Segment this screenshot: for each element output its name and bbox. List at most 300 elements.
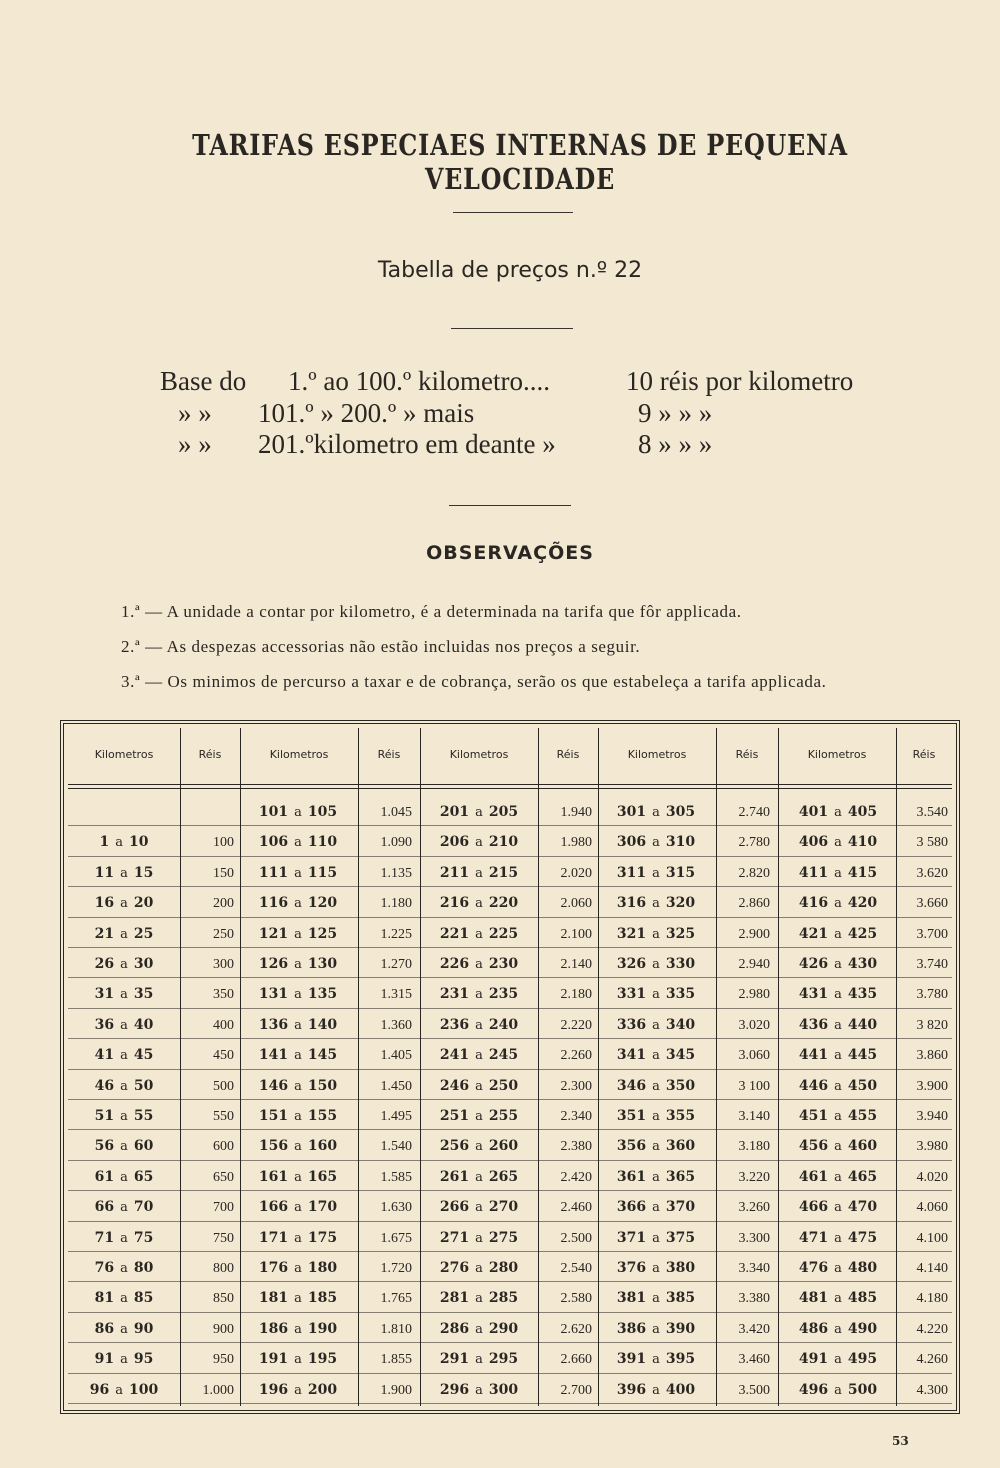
- km-range: [68, 1108, 180, 1124]
- km-connector: a: [115, 835, 124, 851]
- km-to: 370: [665, 1199, 696, 1216]
- km-connector: a: [120, 1261, 128, 1276]
- km-connector: a: [475, 1200, 483, 1216]
- km-connector: a: [294, 1078, 302, 1094]
- reis-value: 4.260: [916, 1352, 948, 1368]
- reis-value: 2.380: [560, 1139, 592, 1155]
- table-row: [68, 857, 952, 887]
- km-connector: a: [120, 1169, 128, 1185]
- km-range: [68, 1260, 180, 1276]
- table-row: [68, 1282, 952, 1312]
- km-to: 160: [307, 1138, 338, 1155]
- km-to: 150: [307, 1077, 338, 1094]
- km-to: 65: [133, 1168, 154, 1185]
- km-to: 170: [307, 1199, 338, 1216]
- km-range: [68, 1321, 180, 1337]
- reis-value: 2.820: [738, 865, 770, 881]
- km-connector: a: [652, 1291, 660, 1307]
- km-to: 365: [665, 1168, 696, 1185]
- km-from: 21: [94, 925, 115, 942]
- base-line-label: » »: [178, 429, 212, 459]
- km-from: 11: [94, 864, 115, 881]
- km-range: [598, 1017, 714, 1033]
- reis-value: 3.540: [916, 805, 948, 820]
- reis-value: 3 820: [916, 1017, 948, 1033]
- km-range: [240, 895, 356, 911]
- km-from: 216: [439, 895, 470, 912]
- km-range: [240, 865, 356, 881]
- km-to: 45: [133, 1047, 154, 1064]
- km-range: [422, 1260, 536, 1276]
- km-from: 31: [94, 986, 115, 1003]
- km-connector: a: [652, 805, 660, 820]
- table-row: [68, 887, 952, 917]
- km-connector: a: [294, 926, 302, 942]
- km-range: [598, 1108, 714, 1124]
- km-from: 166: [258, 1199, 289, 1216]
- column-header: Kilometros: [94, 748, 154, 761]
- km-range: [68, 834, 180, 850]
- km-from: 121: [258, 925, 289, 942]
- km-connector: a: [834, 1169, 842, 1185]
- km-to: 390: [665, 1320, 696, 1337]
- km-connector: a: [834, 1139, 842, 1155]
- km-to: 200: [307, 1381, 338, 1398]
- km-from: 126: [258, 956, 289, 972]
- reis-value: 2.340: [560, 1109, 592, 1124]
- km-range: [68, 895, 180, 911]
- km-from: 46: [94, 1077, 115, 1094]
- km-range: [780, 956, 896, 972]
- km-connector: a: [652, 1200, 660, 1216]
- reis-value: 950: [213, 1352, 234, 1368]
- km-connector: a: [294, 1169, 302, 1185]
- km-connector: a: [294, 1139, 302, 1155]
- table-row: [68, 1161, 952, 1191]
- km-to: 400: [665, 1381, 696, 1398]
- reis-value: 850: [213, 1291, 234, 1307]
- km-range: [68, 1290, 180, 1306]
- km-from: 51: [94, 1108, 115, 1124]
- km-to: 315: [665, 864, 696, 881]
- km-connector: a: [652, 1321, 660, 1337]
- km-from: 346: [616, 1077, 647, 1094]
- reis-value: 2.780: [738, 835, 770, 851]
- km-from: 421: [798, 925, 829, 942]
- km-range: [240, 1108, 356, 1124]
- km-range: [68, 1047, 180, 1063]
- reis-value: 100: [213, 835, 234, 851]
- reis-value: 2.140: [560, 957, 592, 972]
- reis-value: 200: [213, 896, 234, 912]
- km-connector: a: [652, 1169, 660, 1185]
- table-row: [68, 1374, 952, 1404]
- km-to: 180: [307, 1260, 338, 1276]
- reis-value: 2.300: [560, 1078, 592, 1094]
- km-to: 425: [847, 925, 878, 942]
- reis-value: 2.540: [560, 1261, 592, 1276]
- km-from: 41: [94, 1047, 115, 1064]
- km-to: 480: [847, 1260, 878, 1276]
- km-to: 335: [665, 986, 696, 1003]
- km-connector: a: [652, 1048, 660, 1064]
- km-to: 435: [847, 986, 878, 1003]
- km-connector: a: [475, 1017, 483, 1033]
- km-to: 450: [847, 1077, 878, 1094]
- km-range: [240, 986, 356, 1002]
- km-to: 110: [307, 834, 338, 851]
- km-range: [780, 1351, 896, 1367]
- km-from: 161: [258, 1168, 289, 1185]
- km-to: 495: [847, 1351, 878, 1368]
- km-range: [68, 1230, 180, 1246]
- km-to: 185: [307, 1290, 338, 1307]
- km-from: 231: [439, 986, 470, 1003]
- km-connector: a: [120, 1109, 128, 1124]
- km-to: 135: [307, 986, 338, 1003]
- km-from: 151: [258, 1108, 289, 1124]
- reis-value: 2.660: [560, 1352, 592, 1368]
- km-from: 301: [616, 804, 647, 820]
- km-to: 330: [665, 956, 696, 972]
- km-connector: a: [475, 1352, 483, 1368]
- km-to: 280: [488, 1260, 519, 1276]
- km-connector: a: [475, 896, 483, 912]
- km-connector: a: [475, 1078, 483, 1094]
- km-to: 300: [488, 1381, 519, 1398]
- km-to: 475: [847, 1229, 878, 1246]
- km-connector: a: [834, 1261, 842, 1276]
- km-to: 295: [488, 1351, 519, 1368]
- reis-value: 2.220: [560, 1017, 592, 1033]
- km-to: 165: [307, 1168, 338, 1185]
- reis-value: 2.260: [560, 1048, 592, 1064]
- km-range: [422, 1382, 536, 1398]
- km-range: [598, 986, 714, 1002]
- reis-value: 1.540: [380, 1139, 412, 1155]
- km-connector: a: [834, 926, 842, 942]
- reis-value: 3.420: [738, 1321, 770, 1337]
- km-range: [598, 1047, 714, 1063]
- km-to: 125: [307, 925, 338, 942]
- km-from: 176: [258, 1260, 289, 1276]
- km-from: 86: [94, 1320, 115, 1337]
- table-row: [68, 1191, 952, 1221]
- table-row: [68, 1313, 952, 1343]
- km-connector: a: [120, 896, 128, 912]
- km-range: [780, 1230, 896, 1246]
- km-range: [422, 834, 536, 850]
- km-from: 341: [616, 1047, 647, 1064]
- km-to: 360: [665, 1138, 696, 1155]
- km-range: [780, 1321, 896, 1337]
- km-to: 340: [665, 1016, 696, 1033]
- km-from: 16: [94, 895, 115, 912]
- km-to: 415: [847, 864, 878, 881]
- km-connector: a: [120, 1048, 128, 1064]
- km-to: 85: [133, 1290, 154, 1307]
- km-from: 291: [439, 1351, 470, 1368]
- km-range: [422, 926, 536, 942]
- km-range: [68, 1351, 180, 1367]
- km-to: 430: [847, 956, 878, 972]
- column-header: Kilometros: [627, 748, 687, 761]
- km-connector: a: [294, 865, 302, 881]
- reis-value: 3.380: [738, 1291, 770, 1307]
- km-from: 1: [99, 834, 110, 851]
- reis-value: 1.000: [202, 1382, 234, 1398]
- km-connector: a: [294, 805, 302, 820]
- km-to: 265: [488, 1168, 519, 1185]
- km-connector: a: [652, 1382, 660, 1398]
- km-from: 256: [439, 1138, 470, 1155]
- km-range: [240, 804, 356, 820]
- km-connector: a: [294, 1352, 302, 1368]
- km-to: 140: [307, 1016, 338, 1033]
- km-from: 436: [798, 1016, 829, 1033]
- km-range: [422, 1230, 536, 1246]
- km-from: 431: [798, 986, 829, 1003]
- km-from: 336: [616, 1016, 647, 1033]
- km-from: 446: [798, 1077, 829, 1094]
- km-from: 391: [616, 1351, 647, 1368]
- km-to: 375: [665, 1229, 696, 1246]
- km-range: [422, 1047, 536, 1063]
- km-to: 145: [307, 1047, 338, 1064]
- km-connector: a: [475, 1048, 483, 1064]
- km-range: [240, 1260, 356, 1276]
- reis-value: 2.500: [560, 1230, 592, 1246]
- column-header: Réis: [377, 748, 401, 761]
- km-connector: a: [120, 1078, 128, 1094]
- km-range: [240, 1047, 356, 1063]
- km-range: [68, 926, 180, 942]
- reis-value: 700: [213, 1200, 234, 1216]
- km-to: 320: [665, 895, 696, 912]
- km-connector: a: [652, 1139, 660, 1155]
- km-to: 220: [488, 895, 519, 912]
- km-range: [422, 986, 536, 1002]
- km-range: [68, 865, 180, 881]
- reis-value: 2.900: [738, 926, 770, 942]
- table-row: [68, 1130, 952, 1160]
- reis-value: 2.060: [560, 896, 592, 912]
- km-to: 120: [307, 895, 338, 912]
- km-to: 190: [307, 1320, 338, 1337]
- reis-value: 550: [213, 1109, 234, 1124]
- km-to: 225: [488, 925, 519, 942]
- km-from: 61: [94, 1168, 115, 1185]
- km-from: 191: [258, 1351, 289, 1368]
- km-from: 186: [258, 1320, 289, 1337]
- km-connector: a: [652, 1017, 660, 1033]
- km-range: [598, 1169, 714, 1185]
- km-connector: a: [294, 1017, 302, 1033]
- km-range: [780, 895, 896, 911]
- km-connector: a: [120, 1230, 128, 1246]
- km-range: [780, 1078, 896, 1094]
- km-to: 230: [488, 956, 519, 972]
- km-from: 466: [798, 1199, 829, 1216]
- reis-value: 3.860: [916, 1048, 948, 1064]
- table-row: [68, 1100, 952, 1130]
- column-header: Kilometros: [449, 748, 509, 761]
- km-range: [780, 865, 896, 881]
- base-line-range: 1.º ao 100.º kilometro....: [288, 366, 550, 396]
- km-from: 476: [798, 1260, 829, 1276]
- km-connector: a: [120, 1321, 128, 1337]
- reis-value: 2.740: [738, 805, 770, 820]
- row-divider: [68, 1403, 952, 1404]
- reis-value: 3.220: [738, 1169, 770, 1185]
- reis-value: 3 100: [738, 1078, 770, 1094]
- km-connector: a: [475, 805, 483, 820]
- km-to: 195: [307, 1351, 338, 1368]
- km-range: [240, 1078, 356, 1094]
- km-connector: a: [652, 865, 660, 881]
- km-connector: a: [120, 1200, 128, 1216]
- km-to: 155: [307, 1108, 338, 1124]
- km-from: 441: [798, 1047, 829, 1064]
- km-range: [422, 1321, 536, 1337]
- reis-value: 2.580: [560, 1291, 592, 1307]
- reis-value: 3.500: [738, 1382, 770, 1398]
- km-to: 470: [847, 1199, 878, 1216]
- km-to: 205: [488, 804, 519, 820]
- km-from: 81: [94, 1290, 115, 1307]
- table-row: [68, 1039, 952, 1069]
- km-connector: a: [475, 835, 483, 851]
- km-range: [422, 956, 536, 972]
- km-range: [240, 1382, 356, 1398]
- reis-value: 800: [213, 1261, 234, 1276]
- km-to: 395: [665, 1351, 696, 1368]
- km-to: 305: [665, 804, 696, 820]
- km-from: 56: [94, 1138, 115, 1155]
- km-to: 385: [665, 1290, 696, 1307]
- reis-value: 3.140: [738, 1109, 770, 1124]
- reis-value: 650: [213, 1169, 234, 1185]
- km-to: 405: [847, 804, 878, 820]
- km-from: 226: [439, 956, 470, 972]
- km-connector: a: [652, 1109, 660, 1124]
- reis-value: 3.460: [738, 1352, 770, 1368]
- reis-value: 3.740: [916, 957, 948, 972]
- base-line-rate: 10 réis por kilometro: [626, 366, 854, 396]
- km-connector: a: [120, 987, 128, 1003]
- km-from: 141: [258, 1047, 289, 1064]
- km-range: [68, 1017, 180, 1033]
- km-from: 246: [439, 1077, 470, 1094]
- km-from: 411: [798, 864, 829, 881]
- km-range: [598, 1199, 714, 1215]
- reis-value: 3.260: [738, 1200, 770, 1216]
- observations-heading: OBSERVAÇÕES: [426, 542, 594, 564]
- km-from: 351: [616, 1108, 647, 1124]
- km-from: 481: [798, 1290, 829, 1307]
- reis-value: 400: [213, 1017, 234, 1033]
- km-connector: a: [475, 1261, 483, 1276]
- km-to: 50: [133, 1077, 154, 1094]
- km-connector: a: [834, 987, 842, 1003]
- table-row: [68, 948, 952, 978]
- km-connector: a: [652, 1352, 660, 1368]
- km-from: 136: [258, 1016, 289, 1033]
- km-range: [598, 1290, 714, 1306]
- table-row: [68, 796, 952, 826]
- km-from: 451: [798, 1108, 829, 1124]
- reis-value: 4.060: [916, 1200, 948, 1216]
- base-line-range: 201.ºkilometro em deante »: [258, 429, 556, 459]
- reis-value: 250: [213, 926, 234, 942]
- km-range: [422, 1351, 536, 1367]
- km-connector: a: [120, 1352, 128, 1368]
- km-to: 460: [847, 1138, 878, 1155]
- km-from: 171: [258, 1229, 289, 1246]
- reis-value: 2.980: [738, 987, 770, 1003]
- km-to: 210: [488, 834, 519, 851]
- column-header: Réis: [198, 748, 222, 761]
- km-from: 331: [616, 986, 647, 1003]
- km-range: [422, 1138, 536, 1154]
- reis-value: 4.300: [916, 1382, 948, 1398]
- km-range: [598, 926, 714, 942]
- km-to: 380: [665, 1260, 696, 1276]
- km-to: 175: [307, 1229, 338, 1246]
- km-connector: a: [834, 1382, 842, 1398]
- km-range: [422, 895, 536, 911]
- reis-value: 3.940: [916, 1109, 948, 1124]
- reis-value: 2.460: [560, 1200, 592, 1216]
- reis-value: 1.180: [380, 896, 412, 912]
- km-from: 371: [616, 1229, 647, 1246]
- reis-value: 1.900: [380, 1382, 412, 1398]
- km-from: 381: [616, 1290, 647, 1307]
- table-row: [68, 918, 952, 948]
- km-to: 465: [847, 1168, 878, 1185]
- reis-value: 500: [213, 1078, 234, 1094]
- km-from: 271: [439, 1229, 470, 1246]
- km-to: 355: [665, 1108, 696, 1124]
- km-from: 361: [616, 1168, 647, 1185]
- km-range: [598, 1230, 714, 1246]
- km-range: [780, 1260, 896, 1276]
- reis-value: 900: [213, 1321, 234, 1337]
- reis-value: 1.630: [380, 1200, 412, 1216]
- reis-value: 350: [213, 987, 234, 1003]
- km-connector: a: [294, 1109, 302, 1124]
- km-to: 130: [307, 956, 338, 972]
- km-from: 316: [616, 895, 647, 912]
- reis-value: 2.700: [560, 1382, 592, 1398]
- km-range: [422, 804, 536, 820]
- km-from: 251: [439, 1108, 470, 1124]
- km-from: 376: [616, 1260, 647, 1276]
- km-connector: a: [834, 1291, 842, 1307]
- km-to: 30: [133, 956, 154, 972]
- km-connector: a: [652, 1230, 660, 1246]
- page-number: 53: [892, 1434, 909, 1448]
- reis-value: 1.135: [380, 865, 412, 881]
- km-from: 206: [439, 834, 470, 851]
- km-to: 215: [488, 864, 519, 881]
- km-connector: a: [294, 1291, 302, 1307]
- reis-value: 1.270: [380, 957, 412, 972]
- km-from: 106: [258, 834, 289, 851]
- reis-value: 1.585: [380, 1169, 412, 1185]
- observation-item: 3.ª — Os minimos de percurso a taxar e de cobrança, serão os que estabeleça a tarifa applicada.: [121, 672, 827, 691]
- km-from: 286: [439, 1320, 470, 1337]
